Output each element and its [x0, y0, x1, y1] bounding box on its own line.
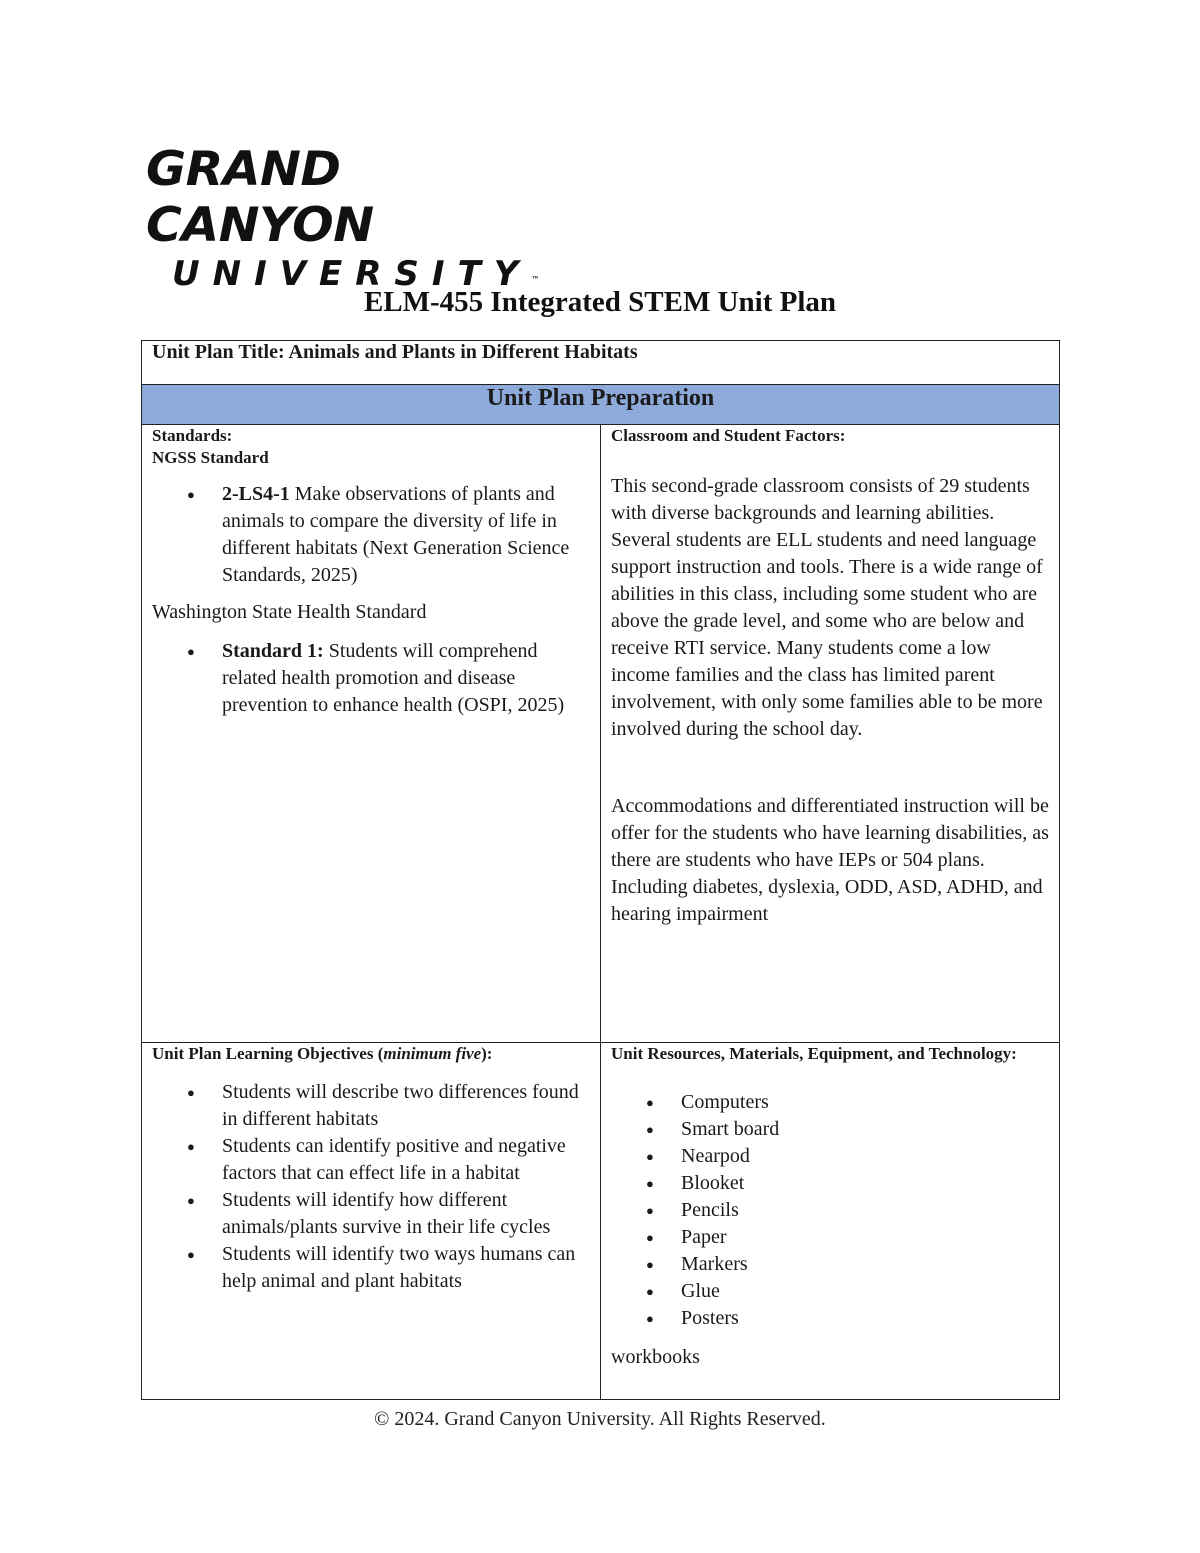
list-item: ● Students will identify two ways humans can help animal and plant habitats: [222, 1241, 590, 1295]
objectives-list: [152, 1079, 590, 1295]
resources-label: Unit Resources, Materials, Equipment, and Technology:: [611, 1044, 1017, 1063]
list-item: ● Blooket: [681, 1170, 1049, 1197]
logo-wordmark-top: GRAND CANYON: [146, 142, 374, 253]
list-item: ● Students can identify positive and negative factors that can effect life in a habitat: [222, 1133, 590, 1187]
list-item: ● Computers: [681, 1089, 1049, 1116]
section-header: Unit Plan Preparation: [142, 385, 1060, 425]
list-item: ● Markers: [681, 1251, 1049, 1278]
unit-plan-title: Unit Plan Title: Animals and Plants in Different Habitats: [142, 341, 1060, 385]
list-item: ● Posters: [681, 1305, 1049, 1332]
document-title: ELM-455 Integrated STEM Unit Plan: [363, 286, 837, 318]
list-item: ● Glue: [681, 1278, 1049, 1305]
trademark-symbol: ™: [531, 275, 540, 284]
list-item: ● Paper: [681, 1224, 1049, 1251]
resources-cell: [601, 1043, 1060, 1400]
ngss-code: 2-LS4-1: [222, 483, 290, 505]
health-code: Standard 1:: [222, 640, 324, 662]
classroom-paragraph-1: This second-grade classroom consists of 29 students with diverse backgrounds and learning abilities. Several students are ELL students and need language support instruction and tools. There is a wide range of abilities in this class, including some student who are above the grade level, and some who are below and receive RTI service. Many students come a low income families and the class has limited parent involvement, with only some families able to be more involved during the school day.: [611, 475, 1043, 740]
list-item: ● Nearpod: [681, 1143, 1049, 1170]
ngss-label: NGSS Standard: [152, 448, 269, 467]
health-text: Students will comprehend related health promotion and disease prevention to enhance health (OSPI, 2025): [222, 640, 565, 716]
ngss-list: [152, 481, 590, 589]
objectives-label-prefix: Unit Plan Learning Objectives (: [152, 1044, 384, 1063]
list-item: ● Students will describe two differences found in different habitats: [222, 1079, 590, 1133]
standards-cell: [142, 425, 601, 1043]
copyright-footer: © 2024. Grand Canyon University. All Rights Reserved.: [374, 1408, 826, 1430]
objectives-label-suffix: ):: [481, 1044, 493, 1063]
standards-row: [142, 425, 1060, 1043]
gcu-logo: [146, 142, 556, 294]
classroom-paragraph-2: Accommodations and differentiated instruction will be offer for the students who have learning disabilities, as there are students who have IEPs or 504 plans. Including diabetes, dyslexia, ODD, ASD, ADHD, and hearing impairment: [611, 795, 1049, 925]
ngss-text: Make observations of plants and animals to compare the diversity of life in different habitats (Next Generation Science Standards, 2025): [222, 483, 570, 586]
unit-plan-table: [141, 340, 1060, 1400]
objectives-row: [142, 1043, 1060, 1400]
health-list: [152, 638, 590, 719]
list-item: [222, 481, 590, 589]
objectives-label: [152, 1043, 590, 1065]
classroom-factors-cell: [601, 425, 1060, 1043]
section-header-row: [142, 385, 1060, 425]
health-standard-label: Washington State Health Standard: [152, 601, 427, 623]
objectives-cell: [142, 1043, 601, 1400]
resources-list: [611, 1089, 1049, 1332]
list-item: ● Pencils: [681, 1197, 1049, 1224]
resources-extra: workbooks: [611, 1346, 700, 1368]
classroom-factors-label: Classroom and Student Factors:: [611, 426, 846, 445]
list-item: ● Students will identify how different animals/plants survive in their life cycles: [222, 1187, 590, 1241]
objectives-label-italic: minimum five: [383, 1044, 482, 1063]
list-item: [222, 638, 590, 719]
unit-title-row: [142, 341, 1060, 385]
logo-university-text: UNIVERSITY: [172, 254, 532, 294]
list-item: ● Smart board: [681, 1116, 1049, 1143]
standards-label: Standards:: [152, 426, 233, 445]
